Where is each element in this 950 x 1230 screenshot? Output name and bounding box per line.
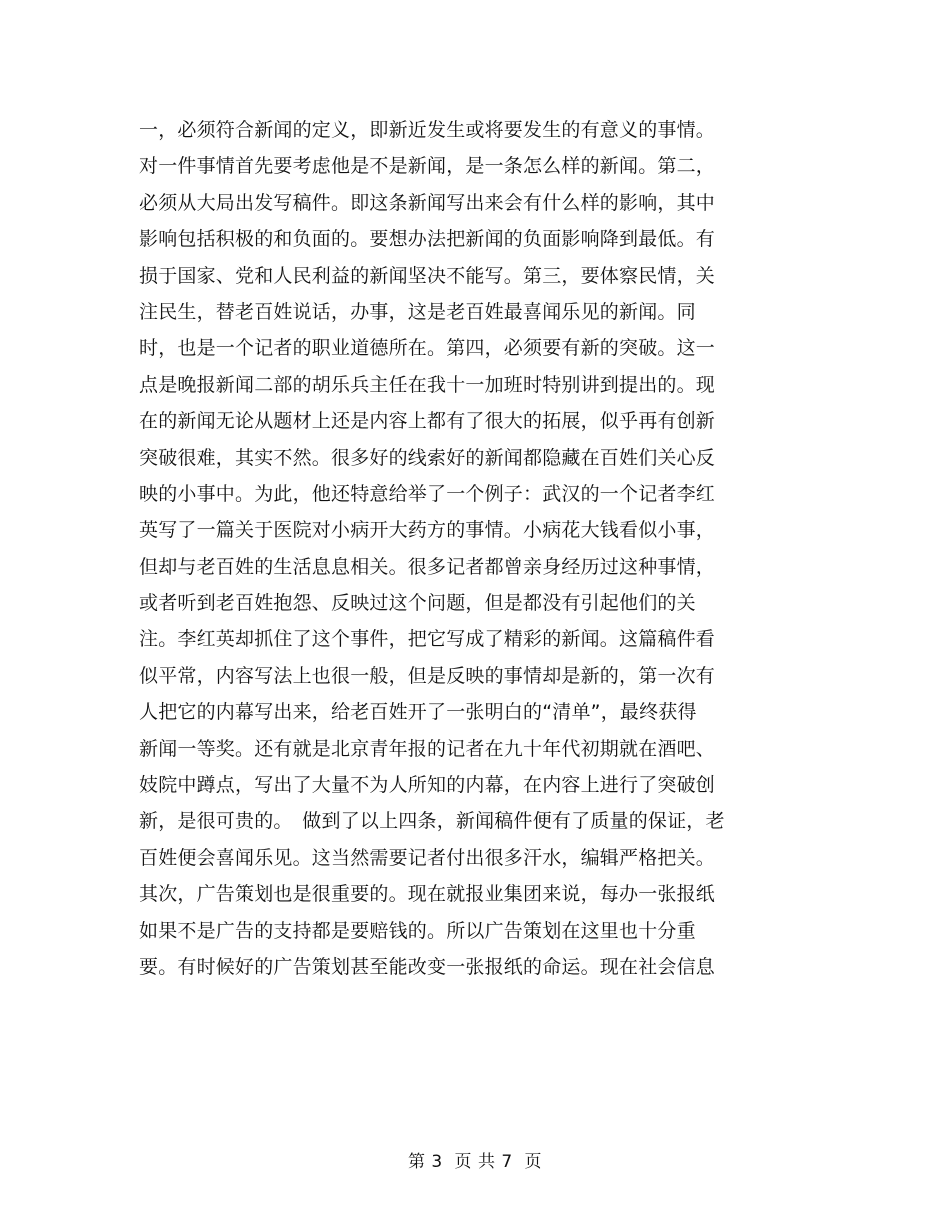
page-footer: 第 3 页 共 7 页 — [408, 1152, 542, 1172]
text-line: 注。李红英却抓住了这个事件，把它写成了精彩的新闻。这篇稿件看 — [139, 628, 716, 651]
document-body — [139, 112, 779, 985]
text-line: 对一件事情首先要考虑他是不是新闻，是一条怎么样的新闻。第二， — [139, 155, 716, 178]
text-line: 英写了一篇关于医院对小病开大药方的事情。小病花大钱看似小事， — [139, 519, 716, 542]
text-line: 如果不是广告的支持都是要赔钱的。所以广告策划在这里也十分重 — [139, 919, 696, 942]
text-line: 时，也是一个记者的职业道德所在。第四，必须要有新的突破。这一 — [139, 337, 716, 360]
text-line: 但却与老百姓的生活息息相关。很多记者都曾亲身经历过这种事情， — [139, 555, 716, 578]
text-line: 似平常，内容写法上也很一般，但是反映的事情却是新的，第一次有 — [139, 664, 716, 687]
text-line: 妓院中蹲点，写出了大量不为人所知的内幕，在内容上进行了突破创 — [139, 774, 716, 797]
text-line: 一，必须符合新闻的定义，即新近发生或将要发生的有意义的事情。 — [139, 119, 716, 141]
text-line: 突破很难，其实不然。很多好的线索好的新闻都隐藏在百姓们关心反 — [139, 446, 716, 469]
text-line: 新闻一等奖。还有就是北京青年报的记者在九十年代初期就在酒吧、 — [139, 737, 716, 760]
text-line: 映的小事中。为此，他还特意给举了一个例子：武汉的一个记者李红 — [139, 482, 716, 505]
text-line: 人把它的内幕写出来，给老百姓开了一张明白的“清单”，最终获得 — [139, 701, 697, 724]
text-line: 要。有时候好的广告策划甚至能改变一张报纸的命运。现在社会信息 — [139, 955, 716, 978]
text-line: 或者听到老百姓抱怨、反映过这个问题，但是都没有引起他们的关 — [139, 592, 696, 615]
text-line: 百姓便会喜闻乐见。这当然需要记者付出很多汗水，编辑严格把关。 — [139, 846, 716, 869]
text-line: 点是晚报新闻二部的胡乐兵主任在我十一加班时特别讲到提出的。现 — [139, 373, 716, 396]
text-line: 影响包括积极的和负面的。要想办法把新闻的负面影响降到最低。有 — [139, 228, 716, 251]
text-line: 新，是很可贵的。 做到了以上四条，新闻稿件便有了质量的保证，老 — [139, 810, 725, 833]
text-line: 在的新闻无论从题材上还是内容上都有了很大的拓展，似乎再有创新 — [139, 410, 716, 433]
text-line: 注民生，替老百姓说话，办事，这是老百姓最喜闻乐见的新闻。同 — [139, 300, 696, 323]
text-line: 必须从大局出发写稿件。即这条新闻写出来会有什么样的影响，其中 — [139, 191, 716, 214]
text-line: 损于国家、党和人民利益的新闻坚决不能写。第三，要体察民情，关 — [139, 264, 716, 287]
text-line: 其次，广告策划也是很重要的。现在就报业集团来说，每办一张报纸 — [139, 883, 716, 906]
